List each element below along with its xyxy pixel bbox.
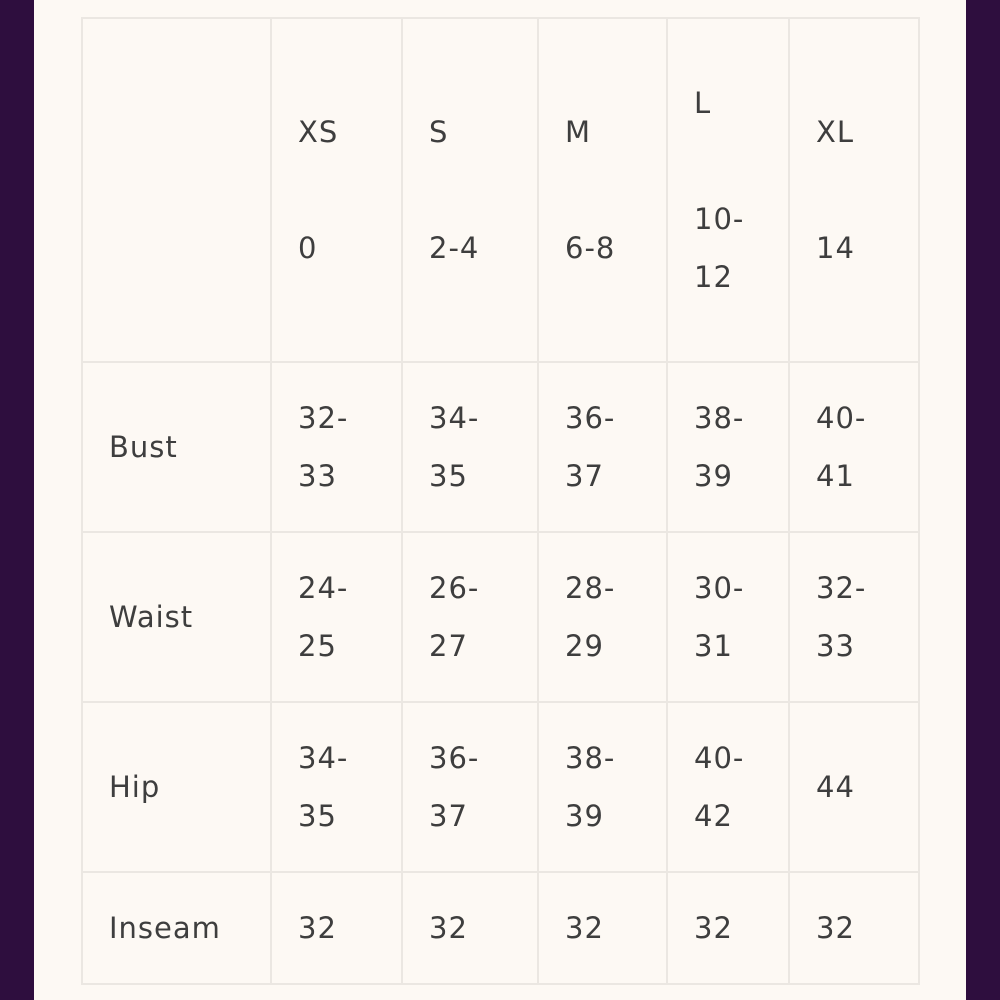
size-number: 14	[816, 231, 855, 265]
row-label-text: Bust	[109, 430, 178, 464]
table-cell	[538, 362, 667, 532]
cell-line: 24-	[298, 571, 349, 605]
size-label: S	[429, 115, 449, 149]
size-number: 2-4	[429, 231, 480, 265]
cell-line: 26-	[429, 571, 480, 605]
cell-line: 32-	[298, 401, 349, 435]
size-number: 10-	[694, 202, 745, 236]
bust-row	[82, 362, 919, 532]
corner-cell	[82, 18, 271, 362]
table-cell	[538, 872, 667, 984]
size-header-xl	[789, 18, 919, 362]
row-label-text: Inseam	[109, 911, 221, 945]
cell-line: 36-	[565, 401, 616, 435]
row-label-bust	[82, 362, 271, 532]
size-label: M	[565, 115, 592, 149]
waist-row	[82, 532, 919, 702]
row-label-waist	[82, 532, 271, 702]
table-cell	[667, 702, 789, 872]
cell-line: 33	[298, 459, 337, 493]
size-header-m	[538, 18, 667, 362]
cell-line: 30-	[694, 571, 745, 605]
cell-line: 37	[429, 799, 468, 833]
cell-line: 28-	[565, 571, 616, 605]
cell-line: 33	[816, 629, 855, 663]
size-number: 6-8	[565, 231, 616, 265]
size-header-xs	[271, 18, 402, 362]
table-cell	[667, 532, 789, 702]
cell-line: 37	[565, 459, 604, 493]
cell-line: 25	[298, 629, 337, 663]
table-cell	[789, 702, 919, 872]
cell-line: 32	[565, 911, 604, 945]
cell-line: 31	[694, 629, 733, 663]
table-cell	[402, 872, 538, 984]
cell-line: 44	[816, 770, 855, 804]
cell-line: 32	[298, 911, 337, 945]
cell-line: 32-	[816, 571, 867, 605]
cell-line: 34-	[298, 741, 349, 775]
hip-row	[82, 702, 919, 872]
size-label: XS	[298, 115, 339, 149]
cell-line: 32	[694, 911, 733, 945]
table-cell	[271, 532, 402, 702]
cell-line: 38-	[694, 401, 745, 435]
table-cell	[402, 532, 538, 702]
inseam-row	[82, 872, 919, 984]
cell-line: 32	[816, 911, 855, 945]
cell-line: 29	[565, 629, 604, 663]
cell-line: 39	[565, 799, 604, 833]
cell-line: 35	[298, 799, 337, 833]
row-label-text: Waist	[109, 600, 194, 634]
table-cell	[538, 702, 667, 872]
cell-line: 40-	[816, 401, 867, 435]
size-number: 12	[694, 260, 733, 294]
table-cell	[667, 872, 789, 984]
table-cell	[789, 872, 919, 984]
size-header-l	[667, 18, 789, 362]
size-header-s	[402, 18, 538, 362]
cell-line: 32	[429, 911, 468, 945]
cell-line: 40-	[694, 741, 745, 775]
cell-line: 42	[694, 799, 733, 833]
size-chart-table	[81, 17, 920, 985]
size-label: L	[694, 86, 712, 120]
table-cell	[789, 532, 919, 702]
cell-line: 38-	[565, 741, 616, 775]
table-cell	[271, 872, 402, 984]
header-row	[82, 18, 919, 362]
cell-line: 36-	[429, 741, 480, 775]
table-cell	[271, 362, 402, 532]
table-cell	[402, 702, 538, 872]
size-label: XL	[816, 115, 855, 149]
row-label-hip	[82, 702, 271, 872]
size-number: 0	[298, 231, 318, 265]
cell-line: 27	[429, 629, 468, 663]
content-panel	[34, 0, 966, 1000]
table-cell	[789, 362, 919, 532]
table-cell	[271, 702, 402, 872]
row-label-inseam	[82, 872, 271, 984]
table-cell	[538, 532, 667, 702]
row-label-text: Hip	[109, 770, 161, 804]
cell-line: 41	[816, 459, 855, 493]
table-cell	[667, 362, 789, 532]
table-cell	[402, 362, 538, 532]
cell-line: 35	[429, 459, 468, 493]
cell-line: 34-	[429, 401, 480, 435]
cell-line: 39	[694, 459, 733, 493]
